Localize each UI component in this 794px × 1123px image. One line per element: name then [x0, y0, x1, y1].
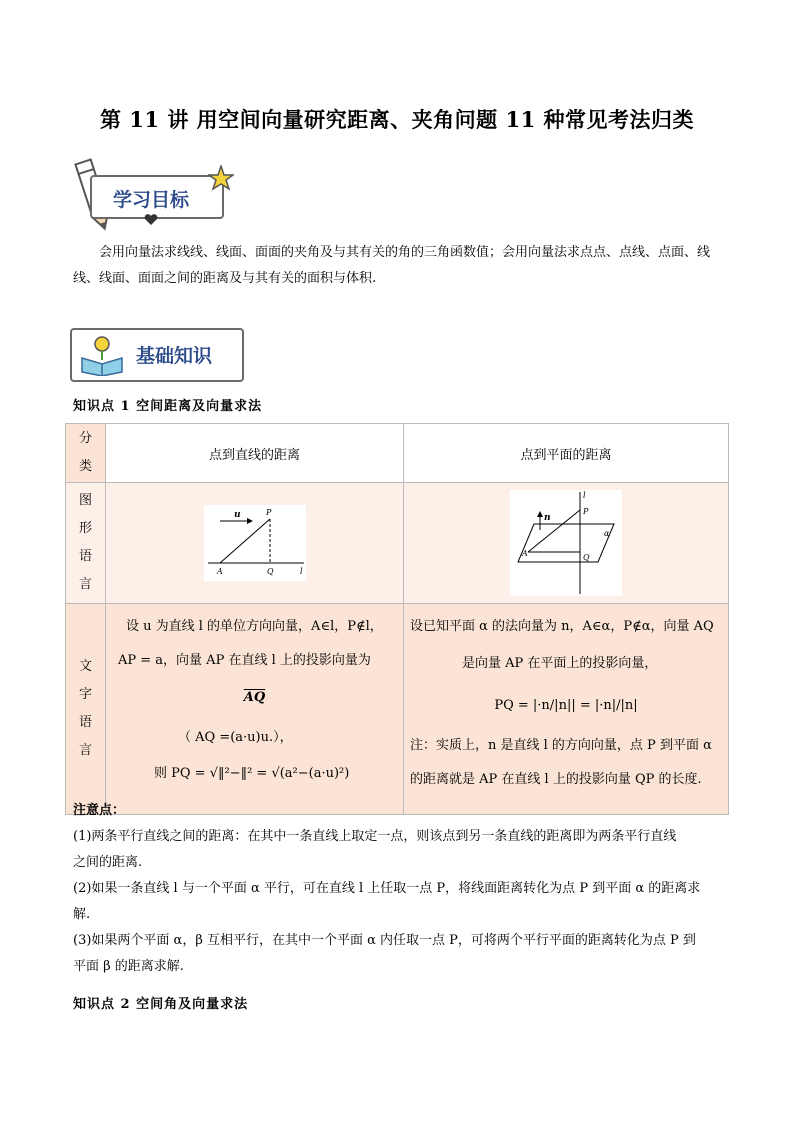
text-line: 则 PQ = √‖²−‖² = √(a²−(a·u)²) — [154, 766, 350, 781]
text-line: AP = a，向量 AP 在直线 l 上的投影向量为 — [118, 653, 371, 668]
note-line: 解. — [73, 907, 91, 922]
cat-char: 言 — [78, 743, 92, 758]
text-line: 是向量 AP 在平面上的投影向量， — [462, 656, 658, 671]
distance-table — [65, 423, 729, 815]
label-l: l — [583, 491, 586, 500]
banner-title: 基础知识 — [136, 345, 213, 367]
learning-goals-text — [73, 240, 729, 292]
text-line: $\overline{AQ}$ — [243, 690, 266, 705]
col1-text — [106, 604, 404, 815]
note-line: (2)如果一条直线 l 与一个平面 α 平行，可在直线 l 上任取一点 P，将线面距离转化为点 P 到平面 α 的距离求 — [73, 881, 701, 896]
basic-knowledge-banner — [70, 328, 245, 383]
note-line: 平面 β 的距离求解. — [73, 959, 184, 974]
category-header — [66, 424, 106, 483]
book-lightbulb-icon — [78, 332, 126, 376]
cat-char: 分 — [78, 431, 92, 446]
col2-text — [404, 604, 729, 815]
point-line-diagram — [204, 505, 306, 581]
star-icon — [208, 165, 234, 191]
page-title: 第 11 讲 用空间向量研究距离、夹角问题 11 种常见考法归类 — [99, 107, 694, 132]
figure-label — [66, 483, 106, 604]
learning-goals-banner — [68, 155, 238, 230]
notes-section — [73, 798, 733, 980]
heart-icon — [144, 214, 158, 226]
label-l: l — [299, 567, 303, 576]
label-A: A — [522, 549, 528, 558]
knowledge-point-1: 知识点 1 空间距离及向量求法 — [73, 399, 263, 414]
col2-header: 点到平面的距离 — [404, 424, 729, 483]
label-P: P — [265, 508, 271, 517]
note-line: 之间的距离. — [73, 855, 143, 870]
notes-title: 注意点： — [73, 803, 126, 818]
banner-title: 学习目标 — [113, 189, 190, 211]
point-plane-diagram — [510, 490, 622, 596]
text-line: 设已知平面 α 的法向量为 n，A∈α，P∉α，向量 AQ — [410, 619, 714, 634]
col1-header: 点到直线的距离 — [106, 424, 404, 483]
cat-char: 字 — [78, 687, 92, 702]
note-line: (3)如果两个平面 α，β 互相平行，在其中一个平面 α 内任取一点 P，可将两个平行平面的距离转化为点 P 到 — [73, 933, 696, 948]
label-n: n — [544, 513, 551, 523]
text-label — [66, 604, 106, 815]
cat-char: 言 — [78, 577, 92, 592]
cat-char: 形 — [78, 521, 92, 536]
text-line: 的距离就是 AP 在直线 l 上的投影向量 QP 的长度. — [410, 772, 702, 787]
label-A: A — [216, 567, 223, 576]
label-alpha: α — [604, 529, 610, 538]
text-line: PQ = |·n/|n|| = |·n|/|n| — [494, 698, 638, 713]
cat-char: 语 — [78, 549, 92, 564]
label-Q: Q — [583, 553, 590, 562]
cat-char: 图 — [78, 493, 92, 508]
fig1-cell — [106, 483, 404, 604]
note-line: (1)两条平行直线之间的距离：在其中一条直线上取定一点，则该点到另一条直线的距离即为两条平行直线 — [73, 829, 677, 844]
text-line: 注：实质上，n 是直线 l 的方向向量，点 P 到平面 α — [410, 738, 712, 753]
label-Q: Q — [266, 567, 274, 576]
knowledge-point-2: 知识点 2 空间角及向量求法 — [73, 997, 249, 1012]
text-line: （ AQ =(a·u)u.）， — [178, 730, 293, 745]
cat-char: 文 — [78, 659, 92, 674]
goals-text: 会用向量法求线线、线面、面面的夹角及与其有关的角的三角函数值；会用向量法求点点、点线、点面、线线、线面、面面之间的距离及与其有关的面积与体积. — [73, 245, 711, 286]
label-P: P — [583, 507, 589, 516]
text-line: 设 u 为直线 l 的单位方向向量，A∈l，P∉l， — [126, 619, 383, 634]
fig2-cell — [404, 483, 729, 604]
cat-char: 语 — [78, 715, 92, 730]
cat-char: 类 — [78, 459, 92, 474]
label-u: u — [233, 510, 241, 520]
